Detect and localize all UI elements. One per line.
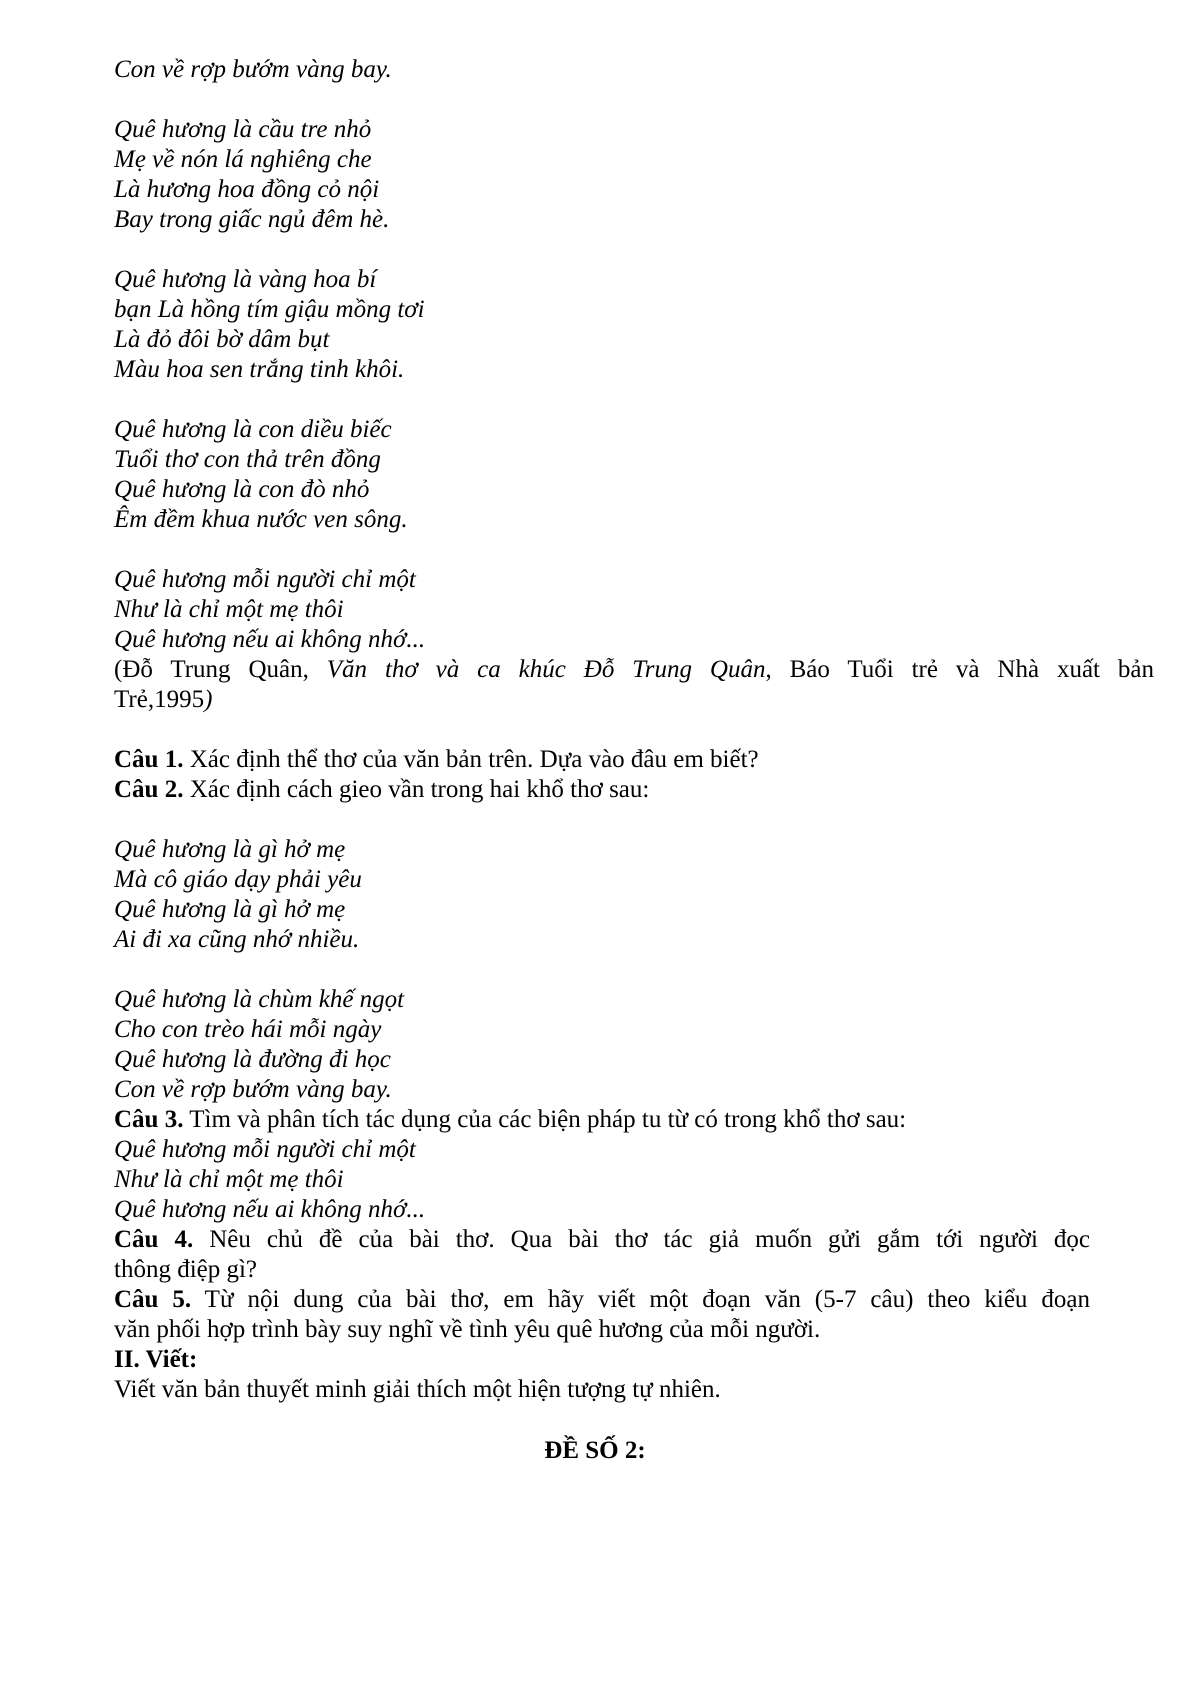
poem-line: Quê hương nếu ai không nhớ... [114, 1196, 426, 1223]
question-text: Xác định thể thơ của văn bản trên. Dựa vào đâu em biết? [183, 746, 759, 773]
poem-line: Quê hương nếu ai không nhớ... [114, 626, 426, 653]
citation [114, 654, 1154, 686]
poem-line: Là hương hoa đồng cỏ nội [114, 176, 380, 203]
poem-line: Mẹ về nón lá nghiêng che [114, 146, 372, 173]
citation-author: (Đỗ Trung Quân, [114, 656, 327, 683]
question-label: Câu 2. [114, 776, 184, 803]
citation-book: Văn thơ và ca khúc Đỗ Trung Quân [326, 656, 766, 683]
question-1 [114, 744, 759, 776]
citation-year: Trẻ,1995 [114, 686, 205, 713]
poem-line: Ai đi xa cũng nhớ nhiều. [114, 926, 360, 953]
question-label: Câu 4. [114, 1226, 194, 1253]
poem-line: Quê hương là con diều biếc [114, 416, 392, 443]
writing-prompt: Viết văn bản thuyết minh giải thích một hiện tượng tự nhiên. [114, 1376, 721, 1403]
question-5 [114, 1284, 1090, 1316]
poem-line: Là đỏ đôi bờ dâm bụt [114, 326, 330, 353]
writing-heading [114, 1344, 197, 1376]
question-text: Tìm và phân tích tác dụng của các biện pháp tu từ có trong khổ thơ sau: [183, 1106, 907, 1133]
poem-line: Quê hương là đường đi học [114, 1046, 391, 1073]
question-label: Câu 1. [114, 746, 184, 773]
citation-publisher: , Báo Tuổi trẻ và Nhà xuất bản [765, 656, 1154, 683]
poem-line: Cho con trèo hái mỗi ngày [114, 1016, 382, 1043]
poem-line: Như là chỉ một mẹ thôi [114, 596, 344, 623]
citation-line2 [114, 684, 212, 716]
poem-line: Mà cô giáo dạy phải yêu [114, 866, 362, 893]
question-label: Câu 3. [114, 1106, 184, 1133]
next-section-title: ĐỀ SỐ 2: [544, 1437, 646, 1464]
question-text: Nêu chủ đề của bài thơ. Qua bài thơ tác giả muốn gửi gắm tới người đọc [193, 1226, 1090, 1253]
poem-line: Tuổi thơ con thả trên đồng [114, 446, 381, 473]
question-text: Xác định cách gieo vần trong hai khổ thơ sau: [183, 776, 650, 803]
poem-line: Quê hương là con đò nhỏ [114, 476, 370, 503]
poem-line: Quê hương mỗi người chỉ một [114, 566, 416, 593]
poem-line: Con về rợp bướm vàng bay. [114, 1076, 392, 1103]
poem-line: Con về rợp bướm vàng bay. [114, 56, 392, 83]
poem-line: Êm đềm khua nước ven sông. [114, 506, 408, 533]
question-2 [114, 774, 649, 806]
question-4-line2: thông điệp gì? [114, 1256, 258, 1283]
question-label: Câu 5. [114, 1286, 192, 1313]
poem-line: Bay trong giấc ngủ đêm hè. [114, 206, 390, 233]
poem-line: Quê hương là cầu tre nhỏ [114, 116, 372, 143]
poem-line: Quê hương mỗi người chỉ một [114, 1136, 416, 1163]
poem-line: bạn Là hồng tím giậu mồng tơi [114, 296, 425, 323]
poem-line: Quê hương là chùm khế ngọt [114, 986, 405, 1013]
question-text: Từ nội dung của bài thơ, em hãy viết một đoạn văn (5-7 câu) theo kiểu đoạn [191, 1286, 1090, 1313]
poem-line: Màu hoa sen trắng tinh khôi. [114, 356, 405, 383]
question-3 [114, 1104, 906, 1136]
writing-heading-text: II. Viết: [114, 1346, 198, 1373]
question-4 [114, 1224, 1090, 1256]
citation-close: ) [204, 686, 213, 713]
poem-line: Quê hương là gì hở mẹ [114, 896, 346, 923]
poem-line: Quê hương là vàng hoa bí [114, 266, 377, 293]
poem-line: Như là chỉ một mẹ thôi [114, 1166, 344, 1193]
question-5-line2: văn phối hợp trình bày suy nghĩ về tình yêu quê hương của mỗi người. [114, 1316, 821, 1343]
poem-line: Quê hương là gì hở mẹ [114, 836, 346, 863]
